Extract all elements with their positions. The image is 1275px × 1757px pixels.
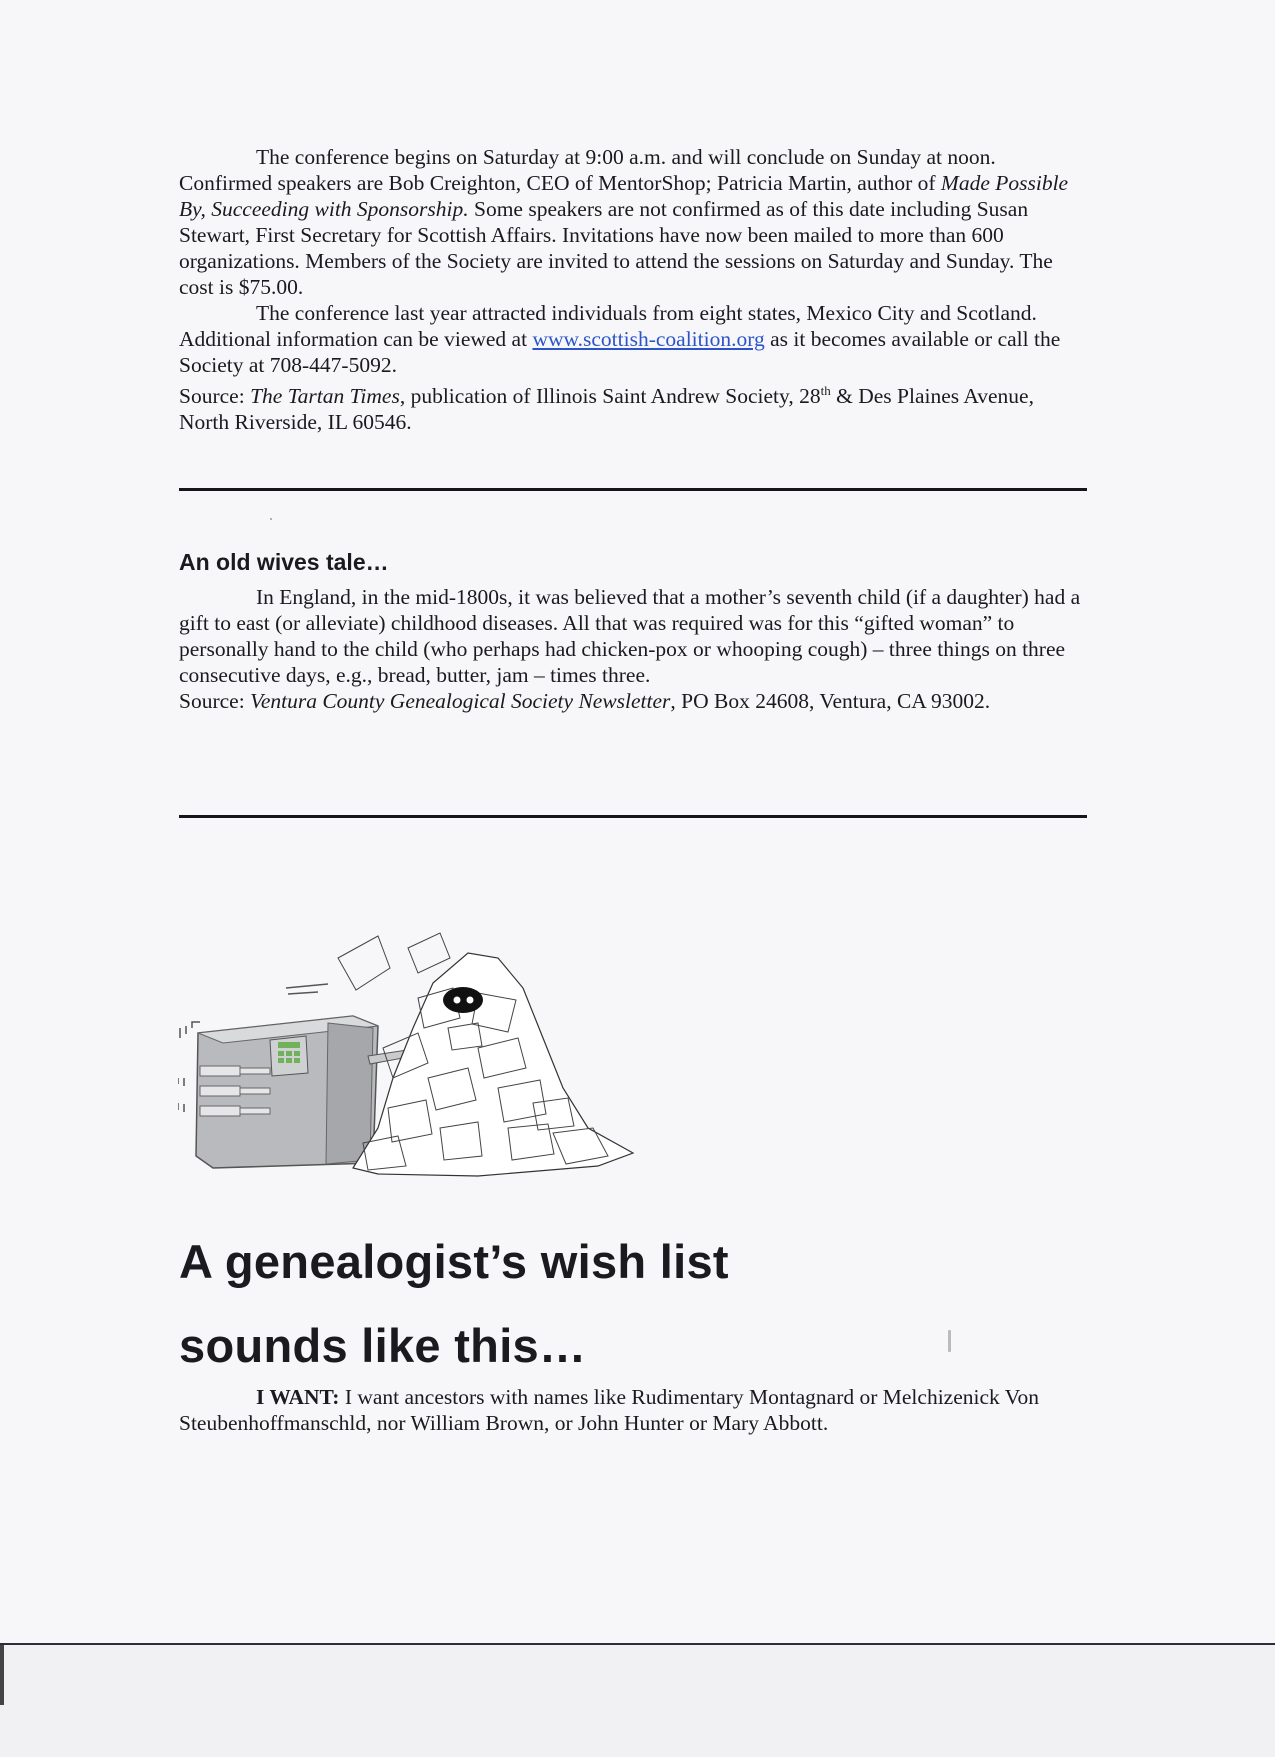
conference-text-rest: Some speakers are not confirmed as of this date including Susan Stewart, First Secretary for Scottish Affairs. Invitations have now been mailed to more than 600 organizations. Members of the Society are invited to attend the sessions on Saturday and Sunday. The cost is $75.00. xyxy=(179,197,1053,299)
wish-list-body xyxy=(179,1384,1087,1436)
source-title: The Tartan Times xyxy=(250,384,400,409)
wish-list-lead: I WANT: xyxy=(256,1385,340,1409)
source-text-rest: & Des Plaines Avenue, North Riverside, IL 60546. xyxy=(179,384,1034,435)
conference-source xyxy=(179,378,1087,435)
website-link[interactable]: www.scottish-coalition.org xyxy=(532,327,765,351)
section-divider-1 xyxy=(179,488,1087,491)
wish-list-heading-line-1: A genealogist’s wish list xyxy=(179,1235,729,1288)
source-label: Source: xyxy=(179,384,251,409)
wish-list-heading-line-2: sounds like this… xyxy=(179,1319,587,1372)
source-label: Source: xyxy=(179,689,251,713)
scan-speck xyxy=(948,1330,951,1352)
conference-text-2-rest: as it becomes available or call the Society at 708-447-5092. xyxy=(179,327,1061,377)
conference-text-2: The conference last year attracted individuals from eight states, Mexico City and Scotland. Additional information can be viewed at xyxy=(179,301,1037,351)
book-title: Made Possible By, Succeeding with Sponsorship. xyxy=(179,171,1069,221)
scan-speck xyxy=(270,518,272,520)
wish-list-text: I want ancestors with names like Rudimentary Montagnard or Melchizenick Von Steubenhoffmanschld, nor William Brown, or John Hunter or Mary Abbott. xyxy=(179,1385,1040,1435)
old-wives-section xyxy=(179,584,1087,714)
source-text: , publication of Illinois Saint Andrew Society, 28 xyxy=(399,384,821,409)
old-wives-source xyxy=(179,688,1087,714)
conference-text: The conference begins on Saturday at 9:00 a.m. and will conclude on Sunday at noon. Confirmed speakers are Bob Creighton, CEO of MentorShop; Patricia Martin, author of xyxy=(179,145,996,195)
source-text-rest: , PO Box 24608, Ventura, CA 93002. xyxy=(670,689,991,713)
old-wives-heading: An old wives tale… xyxy=(179,549,389,575)
source-title: Ventura County Genealogical Society Newsletter xyxy=(250,689,671,713)
conference-paragraph-1 xyxy=(179,144,1087,300)
conference-paragraph-2 xyxy=(179,300,1087,378)
copier-paper-pile-icon xyxy=(178,928,638,1183)
wish-list-section xyxy=(179,1384,1087,1436)
scan-bottom-edge xyxy=(0,1643,1275,1757)
ordinal-suffix: th xyxy=(820,383,831,398)
section-divider-2 xyxy=(179,815,1087,818)
scan-edge-mark xyxy=(0,1645,4,1705)
old-wives-body: In England, in the mid-1800s, it was believed that a mother’s seventh child (if a daughter) had a gift to east (or alleviate) childhood diseases. All that was required was for this “gifted woman” to personally hand to the child (who perhaps had chicken-pox or whooping cough) – three things on three consecutive days, e.g., bread, butter, jam – times three. xyxy=(179,585,1081,687)
conference-section xyxy=(179,144,1087,435)
